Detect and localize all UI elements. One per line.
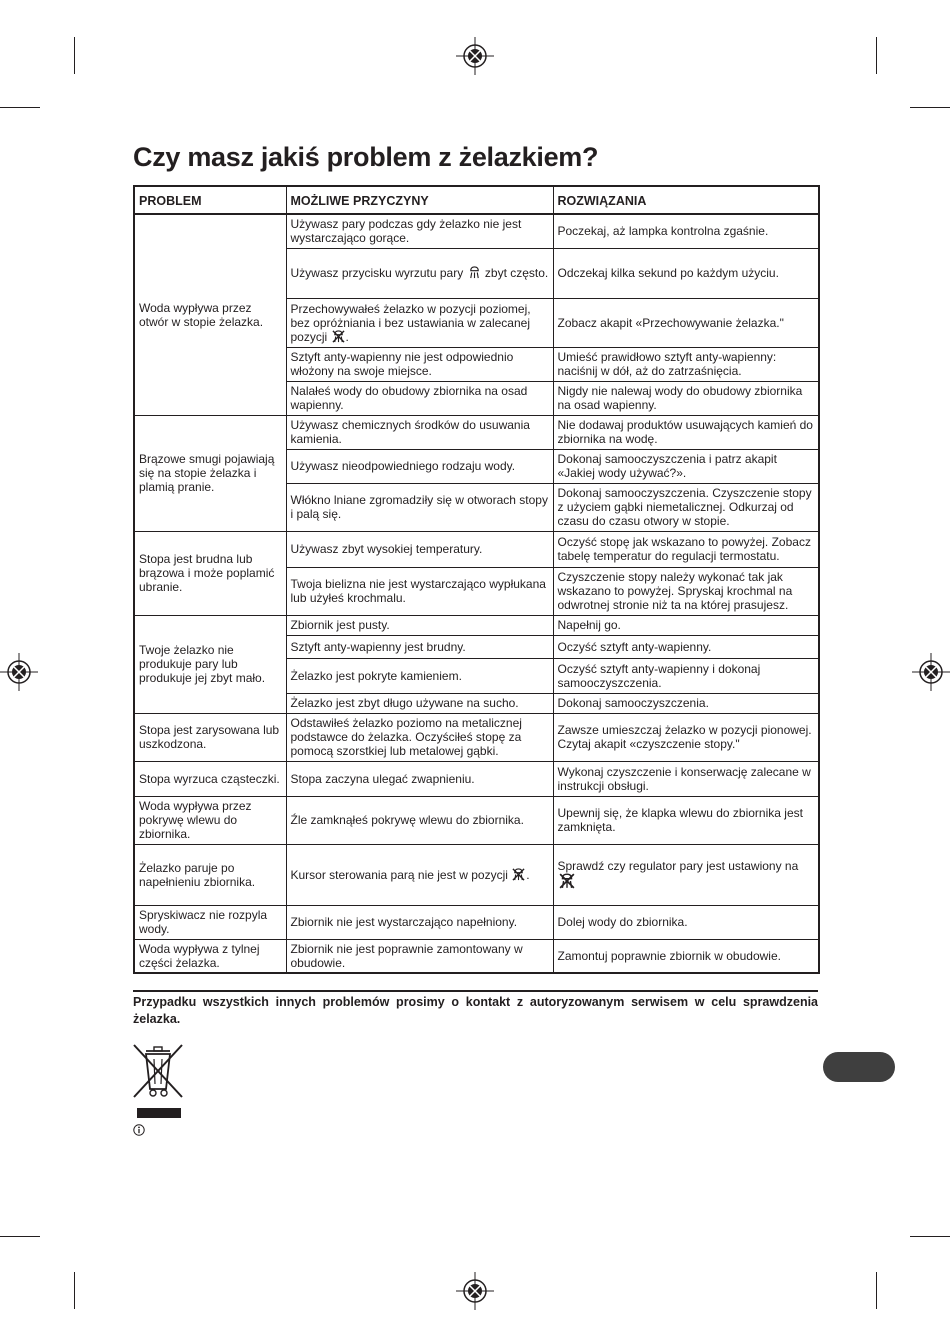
- solution-cell: Dolej wody do zbiornika.: [553, 905, 819, 939]
- cause-cell: Odstawiłeś żelazko poziomo na metalicznej podstawce do żelazka. Oczyściłeś stopę za pomocą szorstkiej lub metalowej gąbki.: [286, 713, 553, 761]
- table-row: [134, 415, 819, 449]
- solution-cell: Czyszczenie stopy należy wykonać tak jak wskazano to powyżej. Spryskaj krochmal na odwrotnej stronie niż ta na której prasujesz.: [553, 567, 819, 615]
- crop-mark: [0, 1236, 40, 1237]
- cause-cell: [286, 298, 553, 347]
- solution-cell: Odczekaj kilka sekund po każdym użyciu.: [553, 248, 819, 298]
- table-row: [134, 214, 819, 248]
- solution-cell: Umieść prawidłowo sztyft anty-wapienny: naciśnij w dół, aż do zatrzaśnięcia.: [553, 347, 819, 381]
- column-header-solutions: ROZWIĄZANIA: [553, 186, 819, 214]
- solution-cell: Napełnij go.: [553, 615, 819, 635]
- solution-cell: Zawsze umieszczaj żelazko w pozycji pionowej. Czytaj akapit «czyszczenie stopy.": [553, 713, 819, 761]
- solution-text: Sprawdź czy regulator pary jest ustawiony na: [557, 859, 799, 873]
- table-row: [134, 905, 819, 939]
- solution-cell: Dokonaj samooczyszczenia i patrz akapit «Jakiej wody używać?».: [553, 449, 819, 483]
- crop-mark: [910, 107, 950, 108]
- cause-cell: Stopa zaczyna ulegać zwapnieniu.: [286, 761, 553, 796]
- crossed-out-bin-icon: [132, 1043, 184, 1099]
- info-icon: [133, 1124, 145, 1136]
- problem-cell: Brązowe smugi pojawiają się na stopie żelazka i plamią pranie.: [134, 415, 286, 531]
- table-row: [134, 713, 819, 761]
- cause-cell: Sztyft anty-wapienny jest brudny.: [286, 635, 553, 658]
- cause-cell: Zbiornik nie jest poprawnie zamontowany w obudowie.: [286, 939, 553, 973]
- solution-cell: Nigdy nie nalewaj wody do obudowy zbiornika na osad wapienny.: [553, 381, 819, 415]
- solution-cell: Oczyść sztyft anty-wapienny.: [553, 635, 819, 658]
- cause-text: Przechowywałeś żelazko w pozycji poziomej, bez opróżniania i bez ustawiania w zalecanej pozycji: [290, 301, 531, 344]
- cause-cell: Sztyft anty-wapienny nie jest odpowiednio włożony na swoje miejsce.: [286, 347, 553, 381]
- problem-cell: Woda wypływa przez pokrywę wlewu do zbiornika.: [134, 796, 286, 844]
- no-steam-icon: [512, 868, 525, 881]
- solution-cell: Wykonaj czyszczenie i konserwację zalecane w instrukcji obsługi.: [553, 761, 819, 796]
- table-row: [134, 615, 819, 635]
- solution-cell: Dokonaj samooczyszczenia. Czyszczenie stopy z użyciem gąbki niemetalicznej. Odkurzaj od czasu do czasu otwory w stopie.: [553, 483, 819, 531]
- problem-cell: Stopa wyrzuca cząsteczki.: [134, 761, 286, 796]
- cause-text: zbyt często.: [484, 266, 549, 280]
- registration-mark-icon: [0, 653, 38, 691]
- solution-cell: Oczyść stopę jak wskazano to powyżej. Zobacz tabelę temperatur do regulacji termostatu.: [553, 531, 819, 567]
- bin-bar: [137, 1108, 181, 1118]
- cause-cell: Używasz zbyt wysokiej temperatury.: [286, 531, 553, 567]
- solution-cell: Upewnij się, że klapka wlewu do zbiornika jest zamknięta.: [553, 796, 819, 844]
- cause-text: .: [345, 329, 349, 344]
- cause-text: Kursor sterowania parą nie jest w pozycji: [290, 867, 508, 882]
- crop-mark: [0, 107, 40, 108]
- cause-cell: [286, 248, 553, 298]
- table-row: [134, 531, 819, 567]
- table-row: [134, 761, 819, 796]
- crop-mark: [876, 1272, 877, 1309]
- cause-cell: Twoja bielizna nie jest wystarczająco wypłukana lub użyłeś krochmalu.: [286, 567, 553, 615]
- cause-cell: Źle zamknąłeś pokrywę wlewu do zbiornika.: [286, 796, 553, 844]
- cause-cell: Zbiornik nie jest wystarczająco napełniony.: [286, 905, 553, 939]
- solution-cell: Zamontuj poprawnie zbiornik w obudowie.: [553, 939, 819, 973]
- crop-mark: [876, 37, 877, 74]
- table-row: [134, 844, 819, 905]
- problem-cell: Twoje żelazko nie produkuje pary lub produkuje jej zbyt mało.: [134, 615, 286, 713]
- cause-cell: Używasz pary podczas gdy żelazko nie jest wystarczająco gorące.: [286, 214, 553, 248]
- crop-mark: [910, 1236, 950, 1237]
- solution-cell: Oczyść sztyft anty-wapienny i dokonaj samooczyszczenia.: [553, 658, 819, 693]
- column-header-causes: MOŻLIWE PRZYCZYNY: [286, 186, 553, 214]
- registration-mark-icon: [456, 37, 494, 75]
- problem-cell: Woda wypływa przez otwór w stopie żelazka.: [134, 214, 286, 415]
- solution-cell: Zobacz akapit «Przechowywanie żelazka.": [553, 298, 819, 347]
- registration-mark-icon: [912, 653, 950, 691]
- table-row: [134, 796, 819, 844]
- cause-cell: Włókno lniane zgromadziły się w otworach stopy i palą się.: [286, 483, 553, 531]
- no-steam-icon: [332, 330, 345, 343]
- page-title: Czy masz jakiś problem z żelazkiem?: [133, 142, 599, 172]
- cause-cell: Używasz chemicznych środków do usuwania kamienia.: [286, 415, 553, 449]
- cause-cell: [286, 844, 553, 905]
- cause-text: Używasz przycisku wyrzutu pary: [290, 266, 464, 280]
- column-header-problem: PROBLEM: [134, 186, 286, 214]
- problem-cell: Spryskiwacz nie rozpyla wody.: [134, 905, 286, 939]
- cause-text: .: [526, 867, 530, 882]
- problem-cell: Stopa jest zarysowana lub uszkodzona.: [134, 713, 286, 761]
- table-row: [134, 939, 819, 973]
- language-tab: [823, 1052, 895, 1082]
- no-steam-icon: [559, 873, 575, 889]
- troubleshooting-table: [133, 185, 820, 974]
- crop-mark: [74, 1272, 75, 1309]
- solution-cell: Nie dodawaj produktów usuwających kamień do zbiornika na wodę.: [553, 415, 819, 449]
- cause-cell: Żelazko jest zbyt długo używane na sucho.: [286, 693, 553, 713]
- cause-cell: Używasz nieodpowiedniego rodzaju wody.: [286, 449, 553, 483]
- solution-cell: [553, 844, 819, 905]
- crop-mark: [74, 37, 75, 74]
- problem-cell: Stopa jest brudna lub brązowa i może poplamić ubranie.: [134, 531, 286, 615]
- service-note: Przypadku wszystkich innych problemów prosimy o kontakt z autoryzowanym serwisem w celu sprawdzenia żelazka.: [133, 990, 818, 1028]
- solution-cell: Poczekaj, aż lampka kontrolna zgaśnie.: [553, 214, 819, 248]
- table-header-row: [134, 186, 819, 214]
- registration-mark-icon: [456, 1272, 494, 1310]
- problem-cell: Woda wypływa z tylnej części żelazka.: [134, 939, 286, 973]
- problem-cell: Żelazko paruje po napełnieniu zbiornika.: [134, 844, 286, 905]
- cause-cell: Zbiornik jest pusty.: [286, 615, 553, 635]
- steam-burst-icon: [468, 266, 481, 279]
- cause-cell: Żelazko jest pokryte kamieniem.: [286, 658, 553, 693]
- cause-cell: Nalałeś wody do obudowy zbiornika na osad wapienny.: [286, 381, 553, 415]
- solution-cell: Dokonaj samooczyszczenia.: [553, 693, 819, 713]
